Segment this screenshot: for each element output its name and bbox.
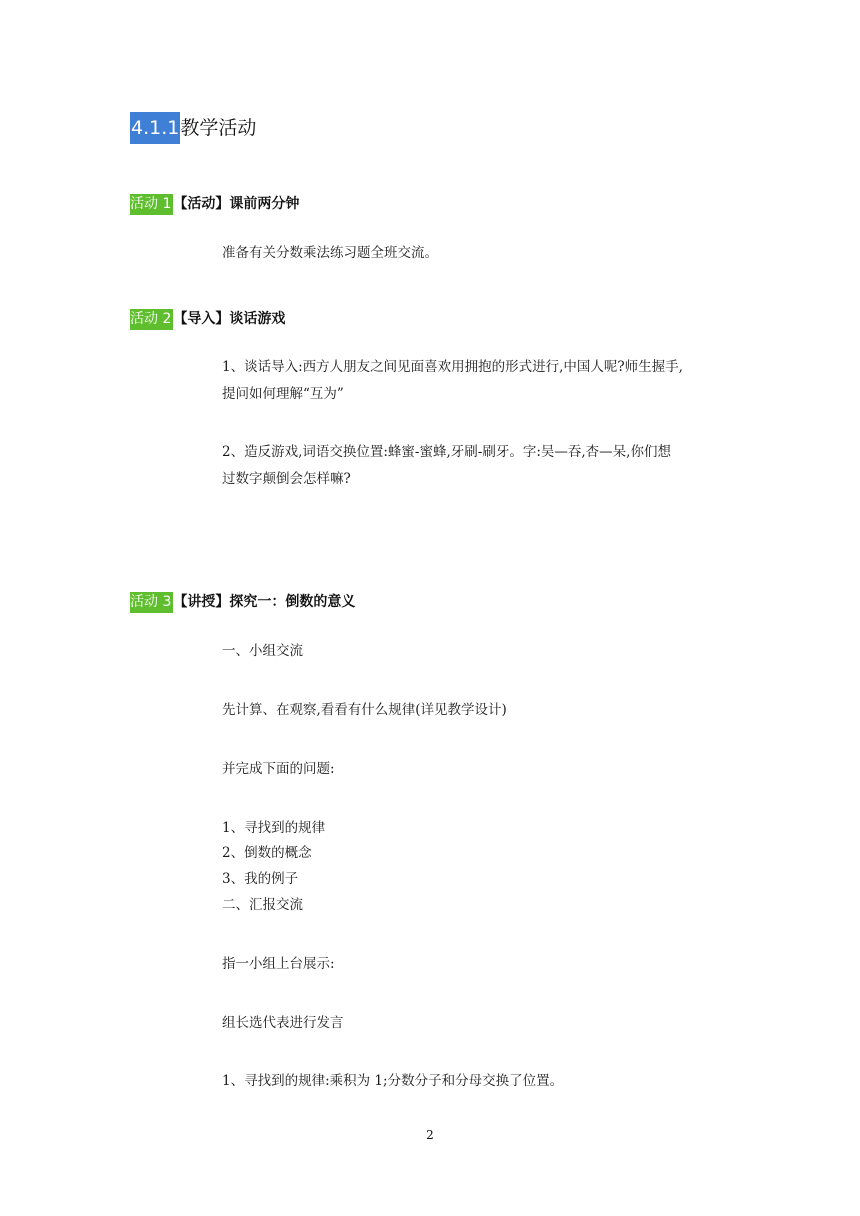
paragraph: 二、汇报交流 [222,897,303,913]
activity-tag: 活动 1 [130,194,173,215]
activity-title: 【导入】谈话游戏 [173,311,286,327]
activity-title: 【活动】课前两分钟 [173,196,300,212]
paragraph: 提问如何理解“互为” [222,386,344,402]
page-number: 2 [426,1128,434,1142]
paragraph: 指一小组上台展示: [222,956,335,972]
activity-1-heading [130,194,299,215]
paragraph: 1、寻找到的规律:乘积为 1;分数分子和分母交换了位置。 [222,1073,564,1089]
activity-tag: 活动 3 [130,592,173,613]
paragraph: 1、谈话导入:西方人朋友之间见面喜欢用拥抱的形式进行,中国人呢?师生握手, [222,359,683,375]
activity-tag: 活动 2 [130,309,173,330]
list-item: 3、我的例子 [222,871,299,887]
activity-2-heading [130,309,285,330]
paragraph: 并完成下面的问题: [222,761,335,777]
section-heading [130,112,256,144]
paragraph: 先计算、在观察,看看有什么规律(详见教学设计) [222,702,507,718]
paragraph: 一、小组交流 [222,643,303,659]
activity-title: 【讲授】探究一：倒数的意义 [173,594,356,610]
paragraph: 2、造反游戏,词语交换位置:蜂蜜-蜜蜂,牙刷-刷牙。字:吴—吞,杏—呆,你们想 [222,444,671,460]
section-number: 4.1.1 [130,112,180,144]
paragraph: 过数字颠倒会怎样嘛? [222,471,351,487]
paragraph: 组长选代表进行发言 [222,1015,344,1031]
activity-3-heading [130,592,355,613]
section-title: 教学活动 [180,117,257,139]
list-item: 2、倒数的概念 [222,845,312,861]
paragraph: 准备有关分数乘法练习题全班交流。 [222,245,438,261]
list-item: 1、寻找到的规律 [222,820,326,836]
